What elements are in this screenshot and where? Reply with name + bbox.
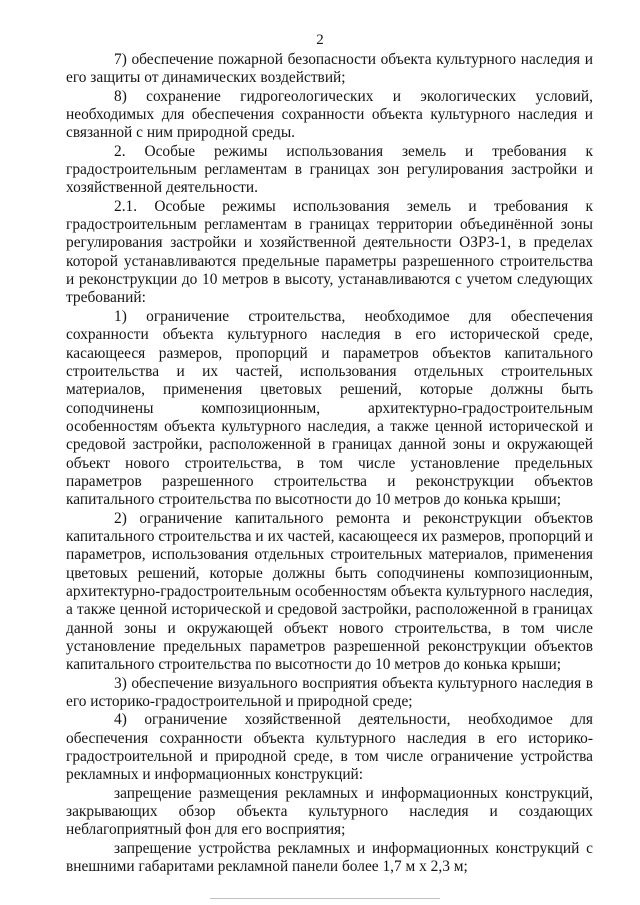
scan-edge-line	[210, 898, 440, 899]
paragraph-item-7: 7) обеспечение пожарной безопасности объекта культурного наследия и его защиты от динамических воздействий;	[66, 51, 593, 87]
paragraph-requirement-1: 1) ограничение строительства, необходимое для обеспечения сохранности объекта культурного наследия в его исторической среде, касающееся размеров, пропорций и параметров объектов капитального строительства и их частей, использования отдельных строительных материалов, применения цветовых решений, которые должны быть соподчинены композиционным, архитектурно-градостроительным особенностям объекта культурного наследия, а также ценной исторической и средовой застройки, расположенной в границах данной зоны и окружающей объект нового строительства, в том числе установление предельных параметров разрешенного строительства и реконструкции объектов капитального строительства по высотности до 10 метров до конька крыши;	[66, 307, 593, 509]
paragraph-prohibition-1: запрещение размещения рекламных и информационных конструкций, закрывающих обзор объекта культурного наследия и создающих неблагоприятный фон для его восприятия;	[66, 784, 593, 839]
paragraph-requirement-2: 2) ограничение капитального ремонта и реконструкции объектов капитального строительства и их частей, касающееся их размеров, пропорций и параметров, использования отдельных строительных материалов, применения цветовых решений, которые должны быть соподчинены композиционным, архитектурно-градостроительным особенностям объекта культурного наследия, а также ценной исторической и средовой застройки, расположенной в границах данной зоны и окружающей объект нового строительства, в том числе установление предельных параметров разрешенной реконструкции объектов капитального строительства по высотности до 10 метров до конька крыши;	[66, 509, 593, 674]
paragraph-section-2-1: 2.1. Особые режимы использования земель и требования к градостроительным регламентам в границах территории объединённой зоны регулирования застройки и хозяйственной деятельности ОЗРЗ-1, в пределах которой устанавливаются предельные параметры разрешенного строительства и реконструкции до 10 метров в высоту, устанавливаются с учетом следующих требований:	[66, 197, 593, 307]
paragraph-requirement-4: 4) ограничение хозяйственной деятельности, необходимое для обеспечения сохранности объекта культурного наследия в его историко-градостроительной и природной среде, в том числе ограничение устройства рекламных и информационных конструкций:	[66, 711, 593, 784]
document-body	[66, 51, 593, 876]
paragraph-prohibition-2: запрещение устройства рекламных и информационных конструкций с внешними габаритами рекламной панели более 1,7 м х 2,3 м;	[66, 839, 593, 876]
page-number: 2	[316, 32, 324, 48]
paragraph-requirement-3: 3) обеспечение визуального восприятия объекта культурного наследия в его историко-градостроительной и природной среде;	[66, 674, 593, 711]
paragraph-item-8: 8) сохранение гидрогеологических и экологических условий, необходимых для обеспечения сохранности объекта культурного наследия и связанной с ним природной среды.	[66, 87, 593, 142]
paragraph-section-2: 2. Особые режимы использования земель и требования к градостроительным регламентам в границах зон регулирования застройки и хозяйственной деятельности.	[66, 142, 593, 197]
